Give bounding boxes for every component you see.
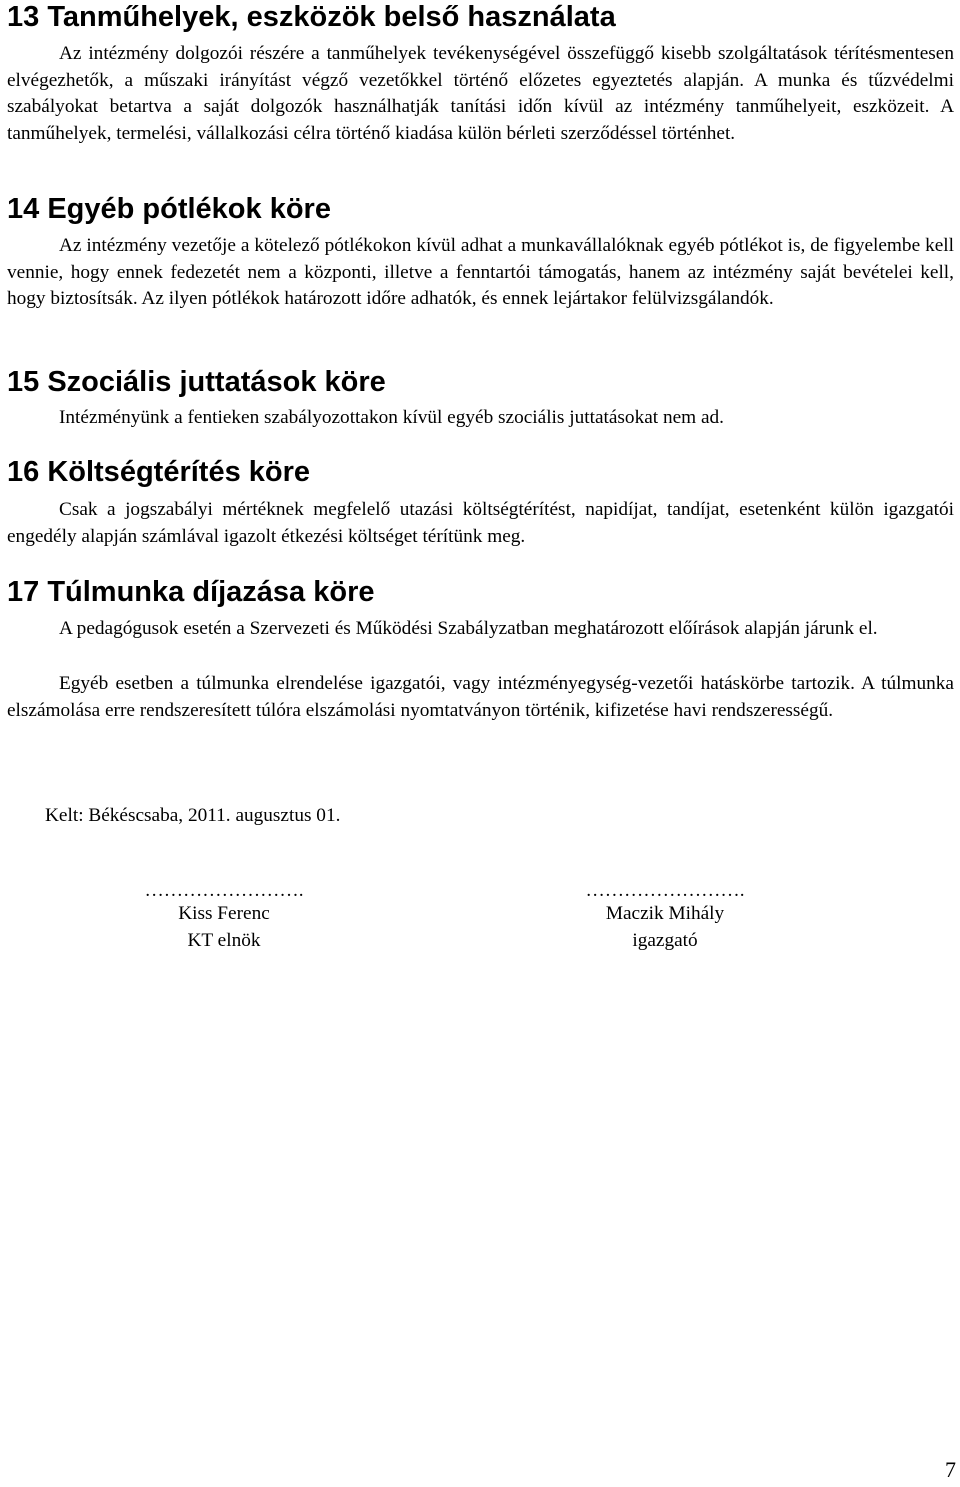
date-line: Kelt: Békéscsaba, 2011. augusztus 01. bbox=[45, 805, 341, 826]
section-heading-17: 17 Túlmunka díjazása köre bbox=[7, 576, 375, 608]
section-heading-16: 16 Költségtérítés köre bbox=[7, 456, 311, 488]
signature-block-right bbox=[525, 880, 805, 954]
signature-line: ……………………. bbox=[585, 880, 745, 901]
section-paragraph-16: Csak a jogszabályi mértéknek megfelelő utazási költségtérítést, napidíjat, tandíjat, esetenként külön igazgatói engedély alapján számlával igazolt étkezési költséget térítünk meg. bbox=[7, 499, 954, 547]
section-paragraph-17-b: Egyéb esetben a túlmunka elrendelése igazgatói, vagy intézményegység-vezetői hatáskörbe tartozik. A túlmunka elszámolása erre rendszeresített túlóra elszámolási nyomtatványon történik, kifizetése havi rendszerességű. bbox=[7, 673, 954, 721]
section-paragraph-15: Intézményünk a fentieken szabályozottakon kívül egyéb szociális juttatásokat nem ad. bbox=[59, 407, 724, 428]
signature-line: ……………………. bbox=[144, 880, 304, 901]
section-heading-15: 15 Szociális juttatások köre bbox=[7, 366, 386, 398]
section-heading-13: 13 Tanműhelyek, eszközök belső használata bbox=[7, 1, 616, 33]
section-paragraph-14: Az intézmény vezetője a kötelező pótlékokon kívül adhat a munkavállalóknak egyéb pótlékot is, de figyelembe kell vennie, hogy ennek fedezetét nem a központi, illetve a fenntartói támogatás, hanem az intézmény saját bevételei kell, hogy biztosítsák. Az ilyen pótlékok határozott időre adhatók, és ennek lejártakor felülvizsgálandók. bbox=[7, 235, 954, 310]
signatory-name: Kiss Ferenc bbox=[178, 903, 270, 924]
page-number: 7 bbox=[945, 1457, 956, 1482]
section-heading-14: 14 Egyéb pótlékok köre bbox=[7, 193, 331, 225]
signatory-name: Maczik Mihály bbox=[605, 903, 725, 924]
section-paragraph-13: Az intézmény dolgozói részére a tanműhelyek tevékenységével összefüggő kisebb szolgáltatások térítésmentesen elvégezhetők, a műszaki irányítást végző vezetőkkel történő előzetes egyeztetés alapján. A munka és tűzvédelmi szabályokat betartva a saját dolgozók használhatják tanítási időn kívül az intézmény tanműhelyeit, eszközeit. A tanműhelyek, termelési, vállalkozási célra történő kiadása külön bérleti szerződéssel történhet. bbox=[7, 43, 954, 145]
signature-block-left bbox=[84, 880, 364, 954]
signatory-title: igazgató bbox=[632, 929, 698, 951]
section-paragraph-17-a: A pedagógusok esetén a Szervezeti és Működési Szabályzatban meghatározott előírások alapján járunk el. bbox=[59, 618, 878, 639]
signatory-title: KT elnök bbox=[187, 929, 261, 951]
